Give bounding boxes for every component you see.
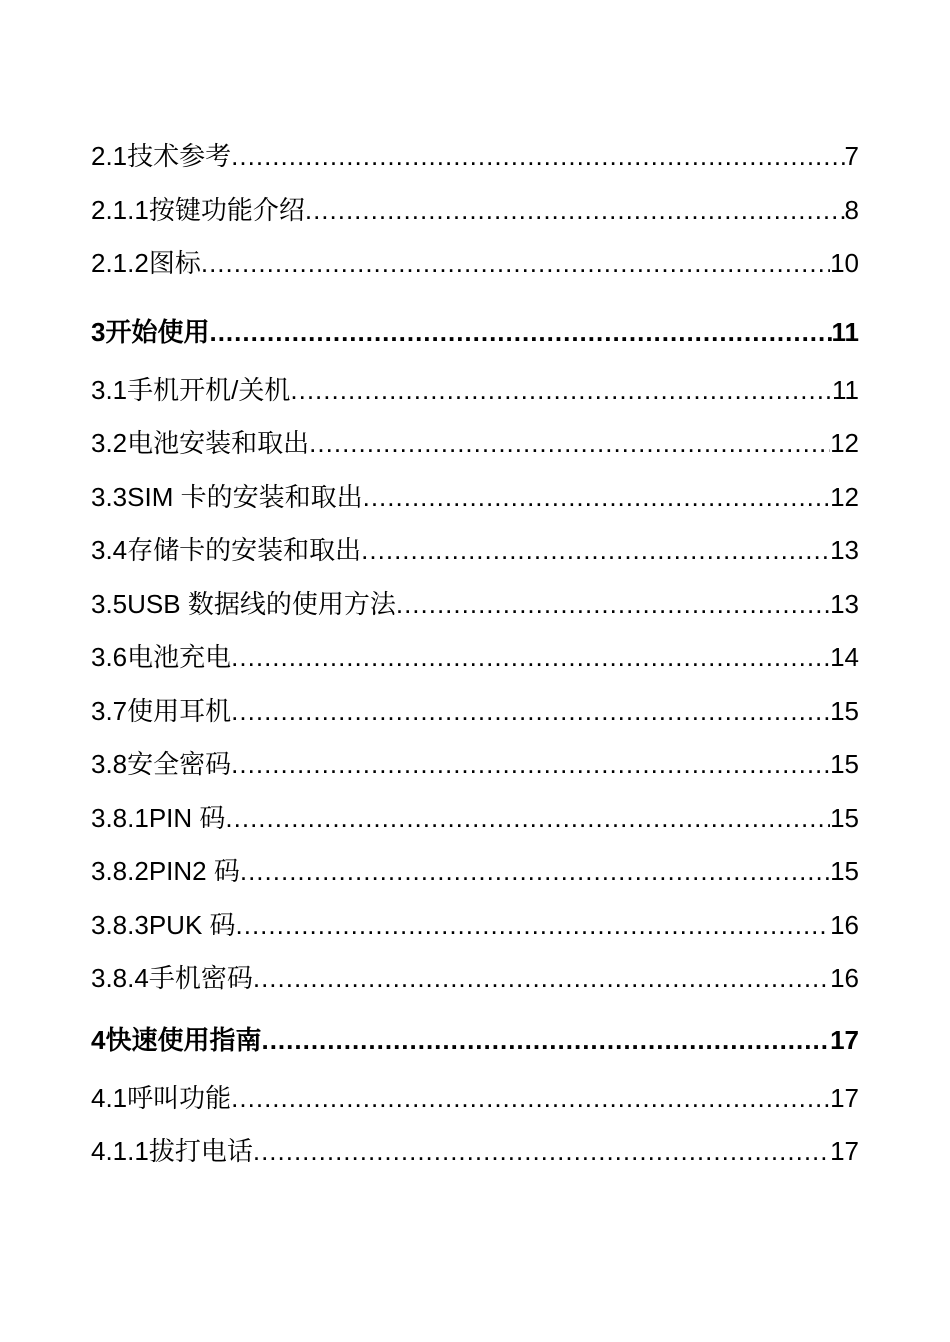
toc-entry-title: PIN2 码	[148, 856, 240, 886]
toc-entry-title: PIN 码	[148, 802, 226, 833]
toc-entry-number: 4.1.1	[91, 1136, 149, 1166]
toc-entry-number: 3.4	[91, 535, 128, 565]
toc-entry[interactable]	[91, 905, 859, 959]
toc-entry-number: 3.8.2	[91, 856, 149, 886]
toc-dot-leader	[309, 428, 830, 459]
toc-entry-title: 使用耳机	[127, 695, 232, 726]
toc-entry[interactable]	[91, 958, 859, 1012]
toc-entry[interactable]	[91, 477, 859, 531]
toc-dot-leader	[231, 141, 844, 172]
toc-entry-page: 15	[830, 802, 859, 833]
toc-entry[interactable]	[91, 798, 859, 852]
toc-dot-leader	[253, 1136, 830, 1167]
toc-entry-number: 2.1.2	[91, 248, 149, 278]
toc-entry-page: 14	[830, 642, 859, 672]
toc-entry-number: 3.3	[91, 481, 128, 512]
toc-entry-page: 11	[831, 316, 859, 347]
toc-entry-page: 17	[830, 1082, 859, 1113]
toc-entry-page: 12	[830, 428, 859, 458]
toc-entry-number: 3.8	[91, 749, 128, 779]
toc-entry[interactable]	[91, 637, 859, 691]
toc-dot-leader	[231, 642, 830, 673]
toc-dot-leader	[209, 317, 831, 348]
toc-entry-title: 图标	[148, 248, 201, 278]
toc-entry-page: 17	[830, 1024, 859, 1055]
toc-entry-page: 15	[830, 695, 859, 726]
toc-dot-leader	[363, 482, 830, 513]
toc-entry-title: 存储卡的安装和取出	[127, 535, 362, 565]
toc-entry[interactable]	[91, 370, 859, 424]
toc-entry-number: 3.8.1	[91, 802, 149, 833]
toc-entry-page: 15	[830, 856, 859, 886]
toc-dot-leader	[225, 803, 830, 834]
toc-entry-title: 电池安装和取出	[127, 428, 310, 458]
toc-entry-page: 13	[830, 535, 859, 565]
toc-entry-number: 3.7	[91, 695, 128, 726]
toc-entry[interactable]	[91, 851, 859, 905]
toc-entry-page: 12	[830, 481, 859, 512]
toc-dot-leader	[261, 1025, 830, 1056]
toc-entry-number: 3.8.3	[91, 909, 149, 940]
toc-entry-number: 4.1	[91, 1082, 128, 1113]
toc-entry-title: SIM 卡的安装和取出	[127, 481, 363, 512]
toc-entry-title: USB 数据线的使用方法	[127, 588, 396, 619]
toc-entry-page: 17	[830, 1136, 859, 1166]
toc-entry-title: PUK 码	[148, 909, 236, 940]
toc-entry-title: 按键功能介绍	[148, 194, 305, 225]
toc-entry-number: 3.1	[91, 374, 128, 405]
toc-entry-page: 10	[830, 248, 859, 278]
toc-entry-number: 3.5	[91, 588, 128, 619]
toc-entry[interactable]	[91, 190, 859, 244]
toc-entry-title: 手机密码	[148, 963, 253, 993]
toc-entry-title: 电池充电	[127, 642, 232, 672]
toc-entry-title: 呼叫功能	[127, 1082, 232, 1113]
toc-entry-page: 11	[832, 374, 859, 405]
toc-entry-title: 开始使用	[105, 316, 210, 347]
toc-dot-leader	[253, 963, 830, 994]
toc-entry-number: 3.8.4	[91, 963, 149, 993]
toc-dot-leader	[231, 696, 830, 727]
toc-entry-title: 手机开机/关机	[127, 374, 291, 405]
toc-entry-page: 8	[844, 194, 859, 225]
toc-entry-number: 4	[91, 1024, 106, 1055]
toc-entry-number: 3.6	[91, 642, 128, 672]
toc-entry[interactable]	[91, 1078, 859, 1132]
toc-entry-title: 安全密码	[127, 749, 232, 779]
toc-entry[interactable]	[91, 691, 859, 745]
toc-entry-title: 拔打电话	[148, 1136, 253, 1166]
toc-dot-leader	[201, 248, 830, 279]
toc-dot-leader	[290, 375, 832, 406]
toc-dot-leader	[305, 195, 845, 226]
toc-entry[interactable]	[91, 136, 859, 190]
toc-dot-leader	[396, 589, 830, 620]
toc-entry[interactable]	[91, 423, 859, 477]
toc-entry-number: 2.1	[91, 141, 128, 171]
toc-dot-leader	[231, 1083, 830, 1114]
toc-entry-number: 3	[91, 316, 106, 347]
toc-entry-title: 快速使用指南	[105, 1024, 262, 1055]
toc-dot-leader	[361, 535, 830, 566]
toc-entry[interactable]	[91, 243, 859, 297]
toc-entry-title: 技术参考	[127, 141, 232, 171]
toc-entry[interactable]	[91, 744, 859, 798]
toc-dot-leader	[236, 910, 831, 941]
toc-dot-leader	[231, 749, 830, 780]
toc-entry[interactable]	[91, 584, 859, 638]
toc-dot-leader	[240, 856, 830, 887]
toc-entry-page: 16	[830, 909, 859, 940]
toc-entry[interactable]	[91, 1012, 859, 1078]
toc-entry-number: 2.1.1	[91, 194, 149, 225]
toc-entry-page: 7	[844, 141, 859, 171]
toc-entry-page: 16	[830, 963, 859, 993]
toc-entry-page: 13	[830, 588, 859, 619]
table-of-contents	[91, 136, 859, 1185]
toc-entry[interactable]	[91, 304, 859, 370]
toc-entry-number: 3.2	[91, 428, 128, 458]
toc-entry[interactable]	[91, 530, 859, 584]
toc-entry-page: 15	[830, 749, 859, 779]
toc-entry[interactable]	[91, 1131, 859, 1185]
